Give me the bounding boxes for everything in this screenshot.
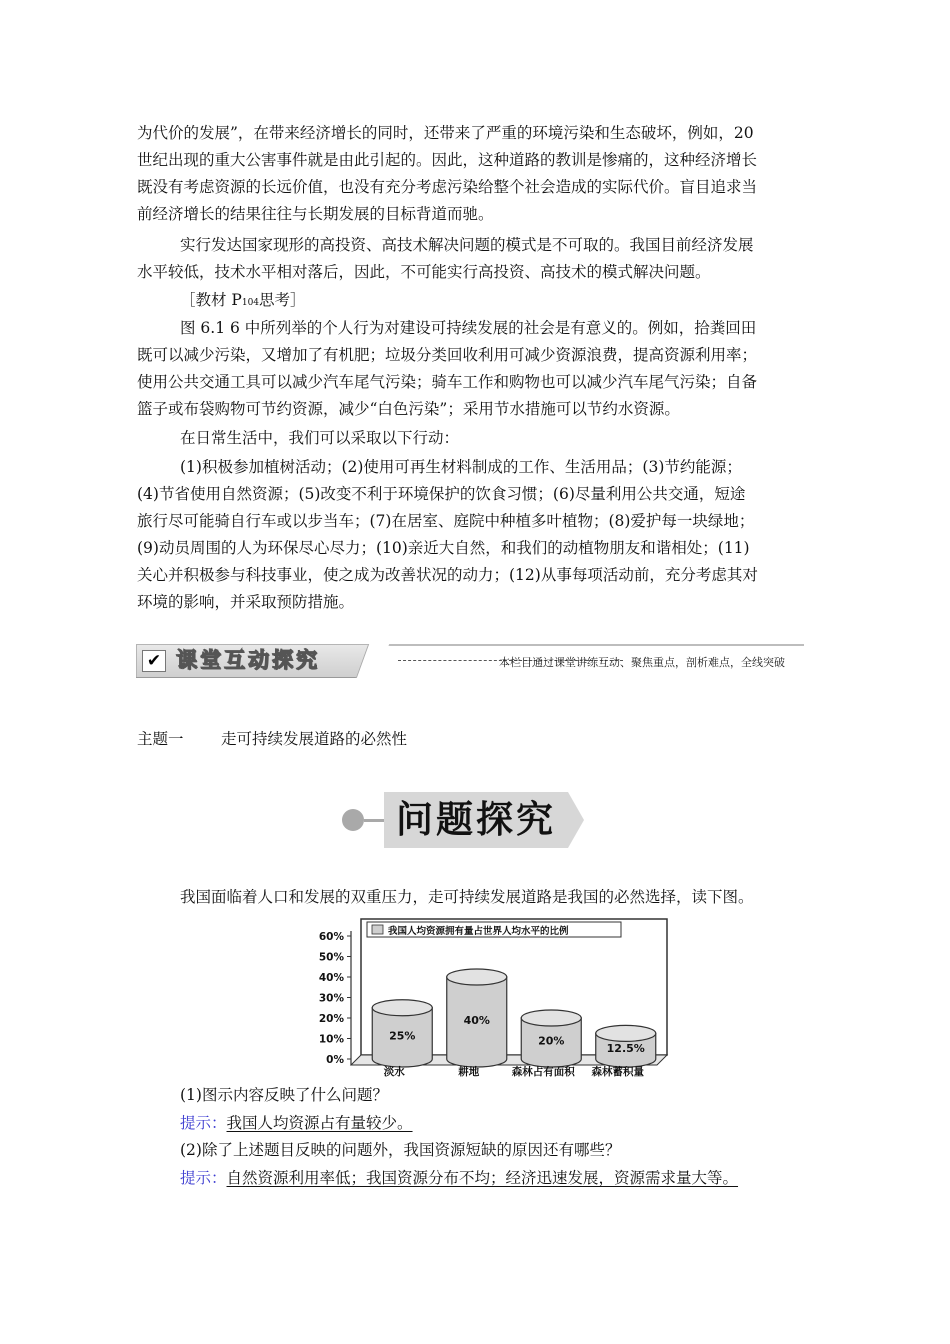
answer-1 <box>180 1110 413 1137</box>
text-line: 既可以减少污染，又增加了有机肥；垃圾分类回收利用可减少资源浪费，提高资源利用率； <box>137 346 758 364</box>
section-graphic <box>342 792 604 850</box>
y-tick-label: 50% <box>318 951 344 964</box>
topic-title: 走可持续发展道路的必然性 <box>221 730 408 748</box>
answer-1-text: 我国人均资源占有量较少。 <box>226 1114 413 1132</box>
section-graphic-title: 问题探究 <box>396 798 556 841</box>
x-tick-label: 淡水 <box>383 1066 405 1078</box>
bar-top <box>447 969 507 985</box>
y-tick-label: 0% <box>326 1054 344 1066</box>
x-tick-label: 森林占有面积 <box>511 1066 575 1078</box>
text-line: 既没有考虑资源的长远价值，也没有充分考虑污染给整个社会造成的实际代价。盲目追求当 <box>137 178 758 196</box>
question-2: (2)除了上述题目反映的问题外，我国资源短缺的原因还有哪些？ <box>180 1141 621 1159</box>
y-tick-label: 60% <box>318 931 344 943</box>
bar-top <box>596 1025 656 1041</box>
intro-text: 我国面临着人口和发展的双重压力，走可持续发展道路是我国的必然选择，读下图。 <box>180 888 754 906</box>
text-line: 为代价的发展”，在带来经济增长的同时，还带来了严重的环境污染和生态破坏，例如，20 <box>137 124 754 142</box>
banner-note: 本栏目通过课堂讲练互动、聚焦重点，剖析难点，全线突破 <box>499 656 785 669</box>
bar-value-label: 40% <box>463 1014 490 1027</box>
answer-2 <box>180 1165 738 1192</box>
checkmark-icon: ✔ <box>142 650 166 672</box>
y-tick-label: 40% <box>318 972 344 984</box>
bullet-circle-icon <box>342 809 364 831</box>
y-tick-label: 20% <box>318 1013 344 1025</box>
bar-top <box>521 1010 581 1026</box>
bar-value-label: 12.5% <box>606 1042 645 1056</box>
legend-label: 我国人均资源拥有量占世界人均水平的比例 <box>388 926 569 937</box>
text-line: 前经济增长的结果往往与长期发展的目标背道而驰。 <box>137 205 494 223</box>
text-line: 使用公共交通工具可以减少汽车尾气污染；骑车工作和购物也可以减少汽车尾气污染；自备 <box>137 373 758 391</box>
text-line: 实行发达国家现形的高投资、高技术解决问题的模式是不可取的。我国目前经济发展 <box>180 236 754 254</box>
legend-swatch <box>372 925 383 934</box>
text-line: 在日常生活中，我们可以采取以下行动： <box>180 429 460 447</box>
text-line: (1)积极参加植树活动；(2)使用可再生材料制成的工作、生活用品；(3)节约能源； <box>180 458 742 476</box>
textbook-reference: ［教材 P104思考］ <box>180 291 306 309</box>
text-line: 旅行尽可能骑自行车或以步当车；(7)在居室、庭院中种植多叶植物；(8)爱护每一块绿地； <box>137 512 755 530</box>
bar <box>521 1010 581 1067</box>
y-tick-label: 30% <box>318 992 344 1005</box>
bar <box>372 1000 432 1067</box>
answer-2-text: 自然资源利用率低；我国资源分布不均；经济迅速发展，资源需求量大等。 <box>226 1169 739 1187</box>
x-tick-label: 耕地 <box>458 1066 480 1078</box>
question-1: (1)图示内容反映了什么问题？ <box>180 1086 388 1104</box>
hint-label: 提示： <box>180 1114 227 1132</box>
banner-title: 课堂互动探究 <box>176 648 320 672</box>
bar <box>447 969 507 1067</box>
text-line: 图 6.1 6 中所列举的个人行为对建设可持续发展的社会是有意义的。例如，拾粪回田 <box>180 319 757 337</box>
text-line: 环境的影响，并采取预防措施。 <box>137 593 355 611</box>
text-line: 篮子或布袋购物可节约资源，减少“白色污染”；采用节水措施可以节约水资源。 <box>137 400 680 418</box>
bar-value-label: 20% <box>538 1034 565 1048</box>
resource-bar-chart <box>313 916 673 1078</box>
x-tick-label: 森林蓄积量 <box>591 1066 644 1078</box>
bar-top <box>372 1000 432 1016</box>
bar-value-label: 25% <box>389 1029 416 1043</box>
text-line: 关心并积极参与科技事业，使之成为改善状况的动力；(12)从事每项活动前，充分考虑其对 <box>137 566 758 584</box>
text-line: (9)动员周围的人为环保尽心尽力；(10)亲近大自然，和我们的动植物朋友和谐相处；(11) <box>137 539 750 557</box>
hint-label: 提示： <box>180 1169 227 1187</box>
text-line: 世纪出现的重大公害事件就是由此引起的。因此，这种道路的教训是惨痛的，这种经济增长 <box>137 151 758 169</box>
topic-label: 主题一 <box>137 730 184 748</box>
section-banner <box>136 644 804 678</box>
bar <box>596 1025 656 1067</box>
text-line: 水平较低，技术水平相对落后，因此，不可能实行高投资、高技术的模式解决问题。 <box>137 263 711 281</box>
text-line: (4)节省使用自然资源；(5)改变不利于环境保护的饮食习惯；(6)尽量利用公共交通，短途 <box>137 485 746 503</box>
banner-divider <box>136 677 372 678</box>
banner-divider <box>372 644 804 646</box>
y-tick-label: 10% <box>318 1033 344 1046</box>
